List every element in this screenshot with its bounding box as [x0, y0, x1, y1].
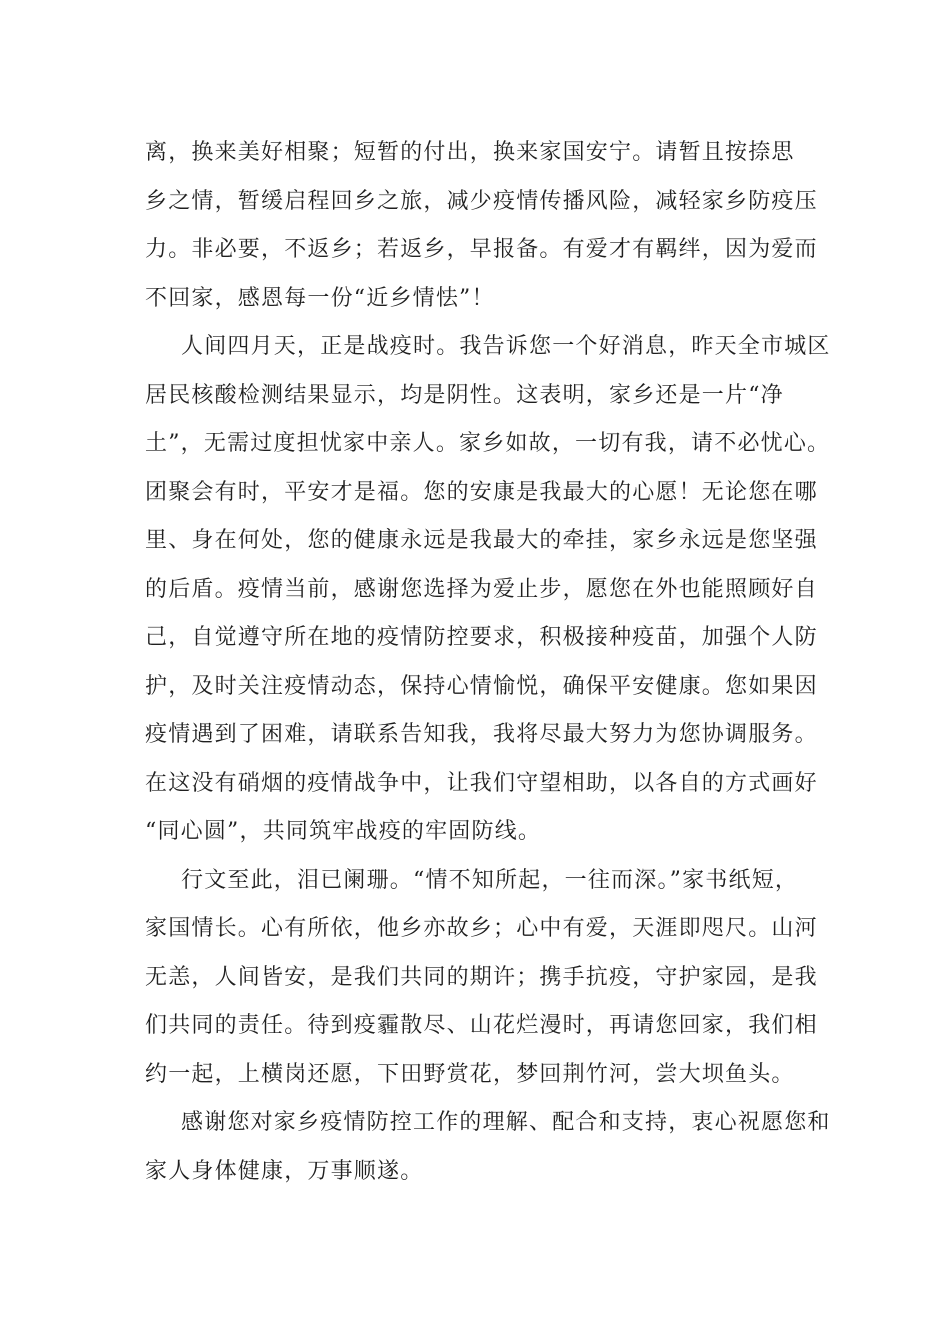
paragraph-1	[145, 129, 818, 323]
text-line: 疫情遇到了困难，请联系告知我，我将尽最大努力为您协调服务。	[145, 722, 818, 747]
text-line: 行文至此，泪已阑珊。“情不知所起，一往而深。”家书纸短，	[181, 867, 799, 893]
text-line: 乡之情，暂缓启程回乡之旅，减少疫情传播风险，减轻家乡防疫压	[145, 188, 818, 214]
paragraph-2	[145, 323, 831, 857]
paragraph-3	[145, 857, 818, 1100]
text-line: 力。非必要，不返乡；若返乡，早报备。有爱才有羁绊，因为爱而	[145, 237, 818, 262]
text-line: 居民核酸检测结果显示，均是阴性。这表明，家乡还是一片“净	[145, 382, 784, 408]
text-line: 无恙，人间皆安，是我们共同的期许；携手抗疫，守护家园，是我	[145, 964, 818, 990]
text-line: “同心圆”，共同筑牢战疫的牢固防线。	[145, 819, 542, 844]
text-line: 人间四月天，正是战疫时。我告诉您一个好消息，昨天全市城区	[181, 334, 831, 359]
text-line: 己，自觉遵守所在地的疫情防控要求，积极接种疫苗，加强个人防	[145, 625, 818, 650]
text-line: 家人身体健康，万事顺遂。	[145, 1158, 424, 1184]
text-line: 护，及时关注疫情动态，保持心情愉悦，确保平安健康。您如果因	[145, 673, 818, 699]
document-body	[145, 129, 831, 1196]
paragraph-4	[145, 1099, 831, 1196]
text-line: 离，换来美好相聚；短暂的付出，换来家国安宁。请暂且按捺思	[145, 140, 795, 165]
text-line: 里、身在何处，您的健康永远是我最大的牵挂，家乡永远是您坚强	[145, 528, 818, 553]
text-line: 感谢您对家乡疫情防控工作的理解、配合和支持，衷心祝愿您和	[181, 1110, 831, 1135]
text-line: 团聚会有时，平安才是福。您的安康是我最大的心愿！无论您在哪	[145, 479, 818, 505]
text-line: 们共同的责任。待到疫霾散尽、山花烂漫时，再请您回家，我们相	[145, 1013, 818, 1038]
text-line: 约一起，上横岗还愿，下田野赏花，梦回荆竹河，尝大坝鱼头。	[145, 1061, 795, 1087]
text-line: 在这没有硝烟的疫情战争中，让我们守望相助，以各自的方式画好	[145, 770, 818, 796]
text-line: 家国情长。心有所依，他乡亦故乡；心中有爱，天涯即咫尺。山河	[145, 916, 818, 941]
text-line: 不回家，感恩每一份“近乡情怯”！	[145, 285, 495, 311]
text-line: 的后盾。疫情当前，感谢您选择为爱止步，愿您在外也能照顾好自	[145, 576, 818, 602]
text-line: 土”，无需过度担忧家中亲人。家乡如故，一切有我，请不必忧心。	[145, 431, 831, 456]
